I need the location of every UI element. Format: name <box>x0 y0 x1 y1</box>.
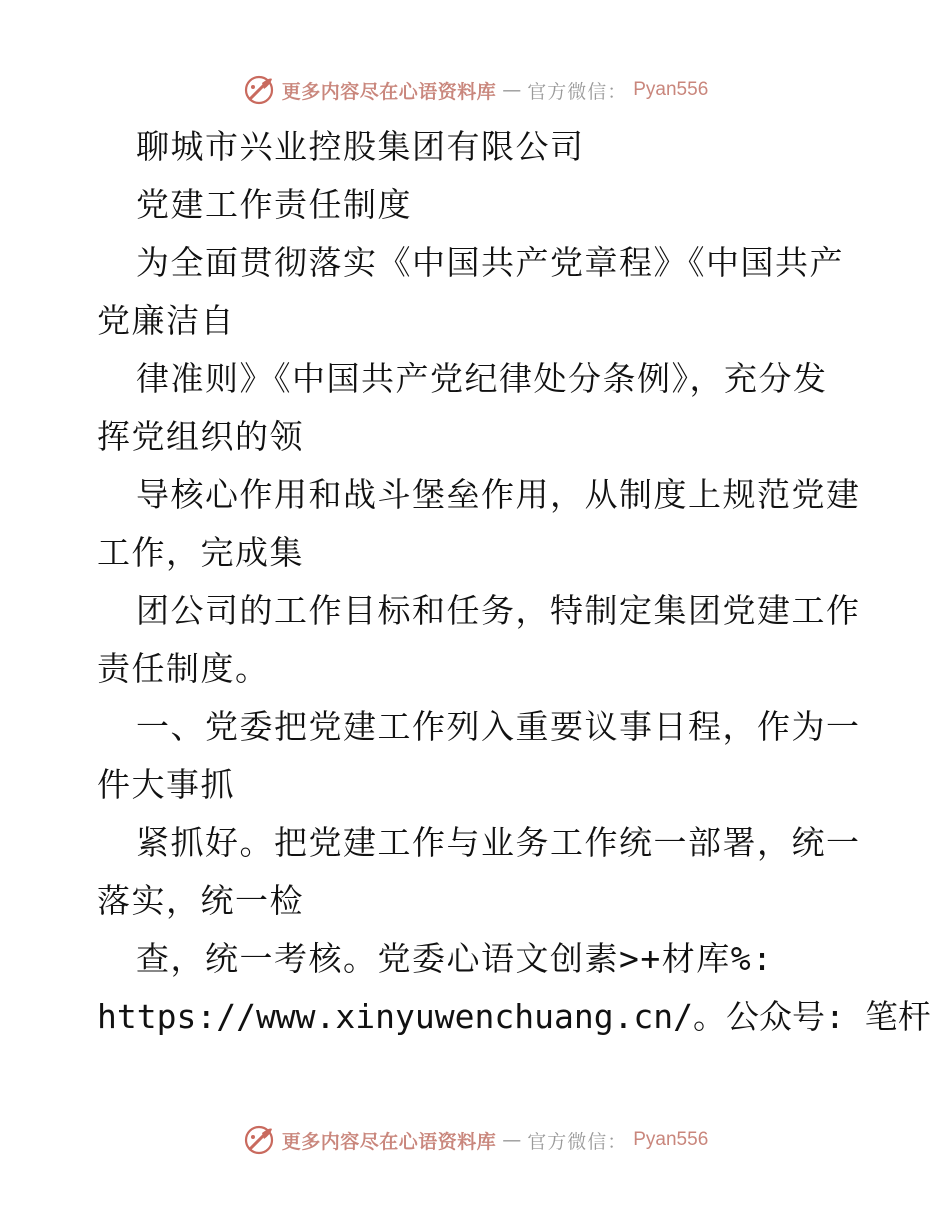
document-body <box>97 118 931 1046</box>
paragraph-line: 落实，统一检 <box>97 881 304 920</box>
paragraph-line: 紧抓好。把党建工作与业务工作统一部署，统一 <box>136 823 861 862</box>
watermark-brand: 更多内容尽在心语资料库 <box>281 1130 497 1153</box>
paragraph-line: 团公司的工作目标和任务，特制定集团党建工作 <box>136 591 861 630</box>
watermark-label: 官方微信： <box>527 1130 628 1153</box>
paragraph-line: 挥党组织的领 <box>97 417 304 456</box>
document-title: 聊城市兴业控股集团有限公司 <box>136 127 585 166</box>
paragraph-line: 件大事抓 <box>97 765 235 804</box>
paragraph-line-url: https://www.xinyuwenchuang.cn/。公众号: 笔杆 <box>97 997 931 1036</box>
paragraph-line: 责任制度。 <box>97 649 270 688</box>
watermark-brand: 更多内容尽在心语资料库 <box>281 80 497 103</box>
paragraph-line: 为全面贯彻落实《中国共产党章程》《中国共产 <box>136 243 844 282</box>
paragraph-line: 一、党委把党建工作列入重要议事日程，作为一 <box>136 707 861 746</box>
watermark-handle: Pyan556 <box>633 1129 709 1150</box>
watermark-label: 官方微信： <box>527 80 628 103</box>
watermark-handle: Pyan556 <box>633 79 709 100</box>
paragraph-line: 查，统一考核。党委心语文创素>+材库%: <box>136 939 774 978</box>
header-watermark <box>0 70 950 110</box>
watermark-separator: — <box>502 79 522 101</box>
paragraph-line: 工作，完成集 <box>97 533 304 572</box>
footer-watermark <box>0 1120 950 1160</box>
quill-logo-icon <box>242 73 276 107</box>
paragraph-line: 导核心作用和战斗堡垒作用，从制度上规范党建 <box>136 475 861 514</box>
paragraph-line: 律准则》《中国共产党纪律处分条例》，充分发 <box>136 359 828 398</box>
watermark-separator: — <box>502 1129 522 1151</box>
paragraph-line: 党廉洁自 <box>97 301 235 340</box>
quill-logo-icon <box>242 1123 276 1157</box>
document-subtitle: 党建工作责任制度 <box>136 185 412 224</box>
